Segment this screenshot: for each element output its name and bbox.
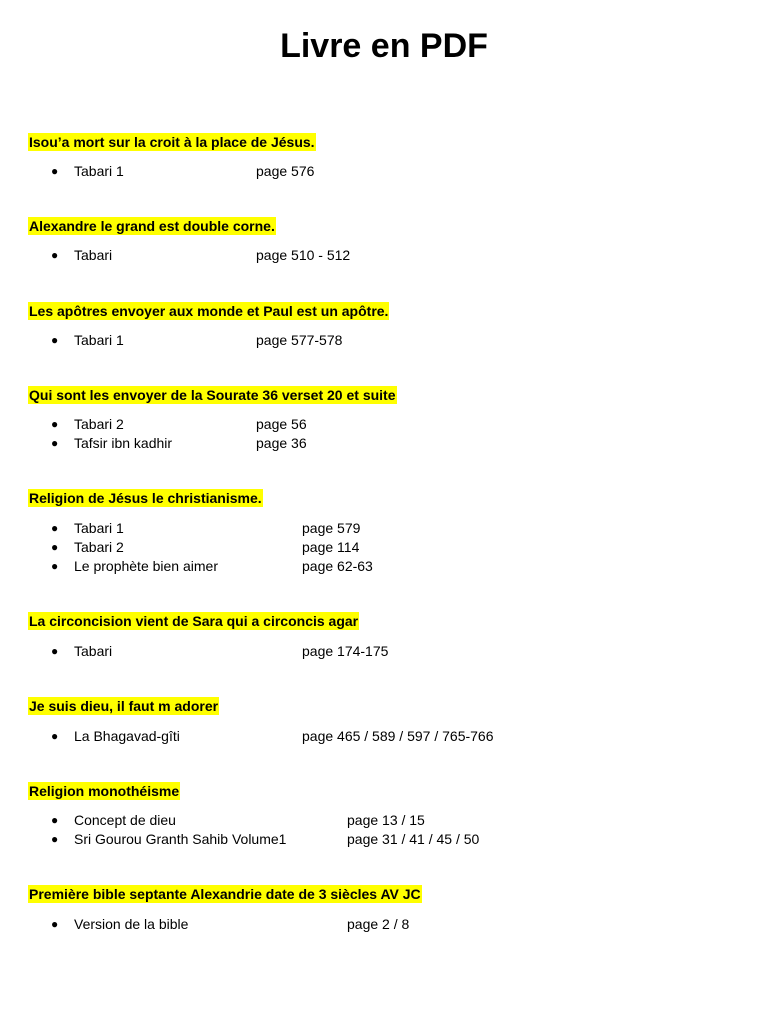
source-name: Tabari 1 [74,332,124,348]
source-name: Tabari [74,643,113,659]
source-name: Version de la bible [74,916,189,932]
section-heading: Qui sont les envoyer de la Sourate 36 verset 20 et suite [29,387,396,403]
reference-list [28,415,748,453]
list-item [28,811,748,830]
page-reference: page 62-63 [302,558,373,574]
list-item [28,557,748,576]
section-3 [28,302,748,350]
source-name: Le prophète bien aimer [74,558,218,574]
section-1 [28,133,748,181]
bullet-icon: ● [51,521,59,535]
reference-list [28,642,748,661]
source-name: La Bhagavad-gîti [74,728,180,744]
page-reference: page 114 [302,539,360,555]
bullet-icon: ● [51,729,59,743]
bullet-icon: ● [51,436,59,450]
page-reference: page 13 / 15 [347,812,425,828]
page-reference: page 31 / 41 / 45 / 50 [347,831,480,847]
section-heading: Alexandre le grand est double corne. [29,218,275,234]
reference-list [28,246,748,265]
section-heading: Isou’a mort sur la croit à la place de Jésus. [29,134,315,150]
section-heading: Religion de Jésus le christianisme. [29,490,262,506]
bullet-icon: ● [51,559,59,573]
section-9 [28,885,748,934]
list-item [28,727,748,746]
bullet-icon: ● [51,333,59,347]
bullet-icon: ● [51,540,59,554]
section-6 [28,612,748,661]
bullet-icon: ● [51,832,59,846]
list-item [28,162,748,181]
reference-list [28,519,748,576]
section-7 [28,697,748,746]
reference-list [28,331,748,350]
list-item [28,915,748,934]
section-4 [28,386,748,453]
list-item [28,519,748,538]
source-name: Sri Gourou Granth Sahib Volume1 [74,831,287,847]
page-reference: page 576 [256,163,315,179]
bullet-icon: ● [51,917,59,931]
list-item [28,830,748,849]
bullet-icon: ● [51,644,59,658]
bullet-icon: ● [51,248,59,262]
section-8 [28,782,748,849]
bullet-icon: ● [51,164,59,178]
list-item [28,415,748,434]
source-name: Tabari 1 [74,520,124,536]
page-reference: page 174-175 [302,643,389,659]
reference-list [28,811,748,849]
source-name: Tabari 2 [74,416,124,432]
section-heading: La circoncision vient de Sara qui a circoncis agar [29,613,359,629]
list-item [28,538,748,557]
source-name: Tabari [74,247,113,263]
list-item [28,642,748,661]
page-reference: page 2 / 8 [347,916,410,932]
bullet-icon: ● [51,813,59,827]
source-name: Concept de dieu [74,812,176,828]
source-name: Tafsir ibn kadhir [74,435,173,451]
list-item [28,246,748,265]
reference-list [28,727,748,746]
document-title: Livre en PDF [280,27,488,65]
reference-list [28,162,748,181]
source-name: Tabari 2 [74,539,124,555]
section-5 [28,489,748,576]
source-name: Tabari 1 [74,163,124,179]
page-reference: page 36 [256,435,307,451]
section-heading: Je suis dieu, il faut m adorer [29,698,219,714]
reference-list [28,915,748,934]
page-reference: page 56 [256,416,307,432]
list-item [28,331,748,350]
bullet-icon: ● [51,417,59,431]
list-item [28,434,748,453]
page-reference: page 579 [302,520,361,536]
section-heading: Religion monothéisme [29,783,180,799]
section-heading: Première bible septante Alexandrie date de 3 siècles AV JC [29,886,421,902]
page-reference: page 465 / 589 / 597 / 765-766 [302,728,494,744]
section-heading: Les apôtres envoyer aux monde et Paul est un apôtre. [29,303,389,319]
page-reference: page 510 - 512 [256,247,351,263]
page-reference: page 577-578 [256,332,343,348]
section-2 [28,217,748,265]
